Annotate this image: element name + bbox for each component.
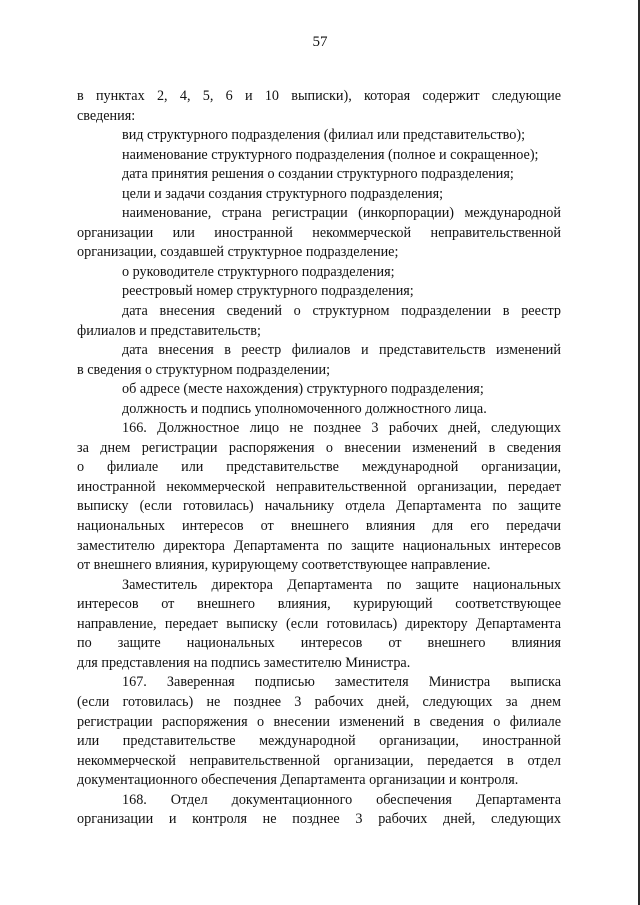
- text-line: о филиале или представительстве международной организации,: [77, 459, 561, 476]
- text-line: (если готовилась) не позднее 3 рабочих дней, следующих за днем: [77, 693, 561, 710]
- document-body: [77, 87, 561, 830]
- text-line: должность и подпись уполномоченного должностного лица.: [122, 400, 487, 417]
- text-line: интересов от внешнего влияния, курирующий соответствующее: [77, 596, 561, 613]
- text-line: заместителю директора Департамента по защите национальных интересов: [77, 537, 561, 554]
- text-line: документационного обеспечения Департамента организации и контроля.: [77, 772, 519, 789]
- text-line: цели и задачи создания структурного подразделения;: [122, 185, 444, 202]
- text-line: в сведения о структурном подразделении;: [77, 361, 331, 378]
- text-line: Заместитель директора Департамента по защите национальных: [122, 576, 561, 593]
- text-line: организации и контроля не позднее 3 рабочих дней, следующих: [77, 811, 561, 828]
- text-line: реестровый номер структурного подразделения;: [122, 283, 414, 300]
- text-line: для представления на подпись заместителю Министра.: [77, 654, 411, 671]
- text-line: направление, передает выписку (если готовилась) директору Департамента: [77, 615, 561, 632]
- text-line: филиалов и представительств;: [77, 322, 261, 339]
- text-line: или представительстве международной организации, иностранной: [77, 733, 561, 750]
- text-line: 167. Заверенная подписью заместителя Министра выписка: [122, 674, 561, 691]
- text-line: дата принятия решения о создании структурного подразделения;: [122, 166, 514, 183]
- text-line: организации, создавшей структурное подразделение;: [77, 244, 399, 261]
- text-line: выписку (если готовилась) начальнику отдела Департамента по защите: [77, 498, 561, 515]
- text-line: дата внесения в реестр филиалов и представительств изменений: [122, 342, 561, 359]
- text-line: о руководителе структурного подразделения;: [122, 263, 395, 280]
- text-line: некоммерческой неправительственной организации, передается в отдел: [77, 752, 561, 769]
- text-line: за днем регистрации распоряжения о внесении изменений в сведения: [77, 439, 561, 456]
- text-line: об адресе (месте нахождения) структурного подразделения;: [122, 381, 484, 398]
- text-line: наименование структурного подразделения (полное и сокращенное);: [122, 146, 539, 163]
- text-line: наименование, страна регистрации (инкорпорации) международной: [122, 205, 561, 222]
- text-line: сведения:: [77, 107, 136, 124]
- text-line: от внешнего влияния, курирующему соответствующее направление.: [77, 557, 491, 574]
- text-line: 168. Отдел документационного обеспечения Департамента: [122, 791, 561, 808]
- text-line: вид структурного подразделения (филиал или представительство);: [122, 127, 526, 144]
- text-line: дата внесения сведений о структурном подразделении в реестр: [122, 303, 561, 320]
- text-line: организации или иностранной некоммерческой неправительственной: [77, 224, 561, 241]
- text-line: 166. Должностное лицо не позднее 3 рабочих дней, следующих: [122, 420, 561, 437]
- text-line: регистрации распоряжения о внесении изменений в сведения о филиале: [77, 713, 561, 730]
- text-line: по защите национальных интересов от внешнего влияния: [77, 635, 561, 652]
- text-line: иностранной некоммерческой неправительственной организации, передает: [77, 478, 561, 495]
- page-number: 57: [312, 34, 328, 50]
- text-line: национальных интересов от внешнего влияния для его передачи: [77, 518, 561, 535]
- text-line: в пунктах 2, 4, 5, 6 и 10 выписки), которая содержит следующие: [77, 88, 561, 104]
